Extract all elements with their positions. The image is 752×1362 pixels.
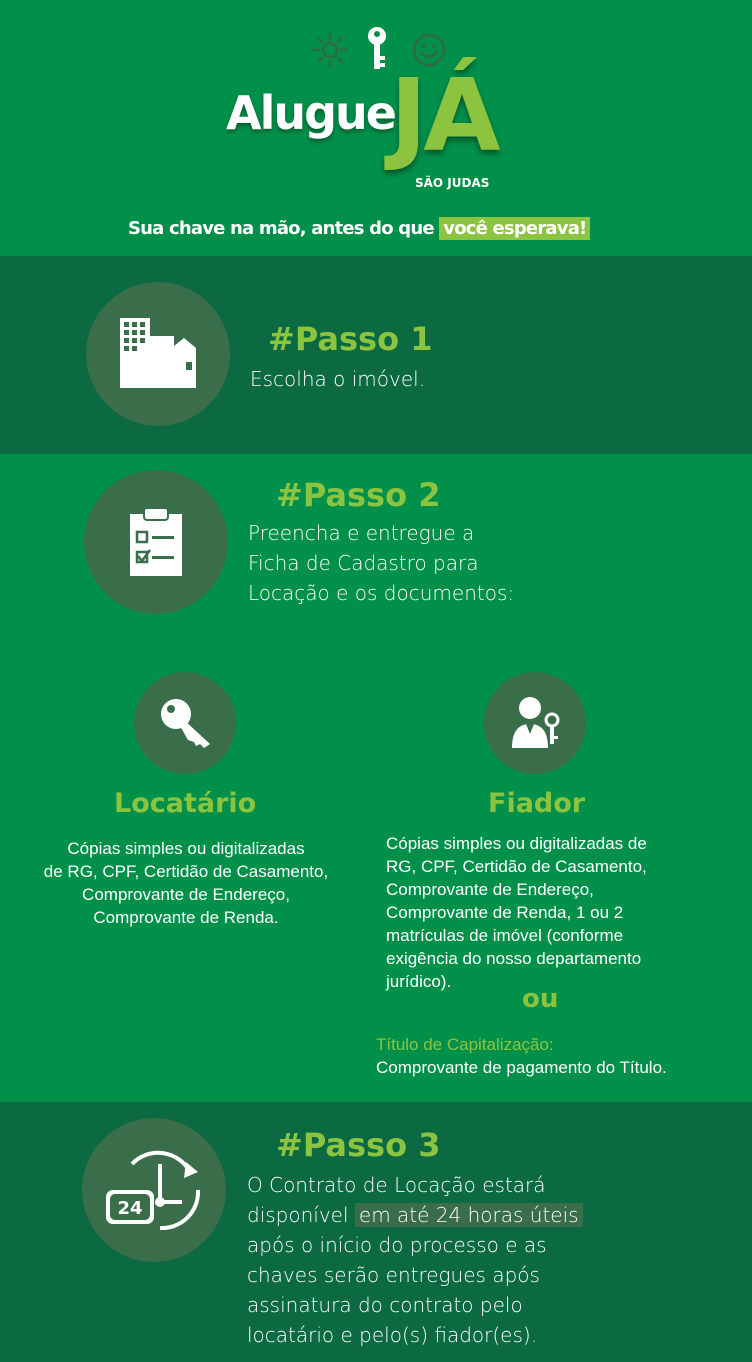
logo-subtitle: SÃO JUDAS — [415, 176, 490, 190]
header — [0, 0, 752, 256]
fiador-text-line: matrículas de imóvel (conforme — [386, 926, 624, 945]
step2-section — [0, 454, 752, 1102]
clock-24h-icon — [102, 1146, 206, 1236]
step3-desc-line: O Contrato de Locação estará — [247, 1173, 546, 1197]
buildings-icon — [118, 316, 198, 390]
step2-desc-line: Locação e os documentos: — [248, 581, 515, 605]
step3-line2-text: disponível — [247, 1203, 355, 1227]
fiador-text-line: RG, CPF, Certidão de Casamento, — [386, 857, 647, 876]
step3-desc-line — [247, 1200, 583, 1230]
step3-hash: # — [276, 1126, 303, 1164]
step3-desc — [247, 1170, 583, 1350]
fiador-icon-circle — [484, 672, 586, 774]
clock-24-label: 24 — [117, 1198, 143, 1219]
fiador-text-line: Cópias simples ou digitalizadas de — [386, 834, 647, 853]
step1-section — [0, 256, 752, 454]
step1-desc: Escolha o imóvel. — [250, 367, 426, 391]
logo-ja-text: JÁ — [390, 57, 497, 174]
locatario-text-line: Comprovante de Renda. — [93, 908, 279, 927]
step1-title — [268, 320, 432, 358]
sun-icon — [312, 32, 348, 68]
key-icon — [366, 26, 388, 72]
locatario-text-line: Comprovante de Endereço, — [82, 885, 290, 904]
locatario-text-line: Cópias simples ou digitalizadas — [67, 839, 305, 858]
step2-icon-circle — [84, 470, 228, 614]
step2-title — [276, 476, 440, 514]
step3-highlight: em até 24 horas úteis — [355, 1203, 583, 1227]
step3-icon-circle — [82, 1118, 226, 1262]
key-icon — [158, 696, 214, 750]
fiador-text — [386, 832, 736, 993]
step1-hash: # — [268, 320, 295, 358]
step3-desc-line: assinatura do contrato pelo — [247, 1293, 523, 1317]
locatario-text-line: de RG, CPF, Certidão de Casamento, — [43, 862, 329, 881]
step2-desc-line: Preencha e entregue a — [248, 521, 475, 545]
step3-title-text: Passo 3 — [302, 1126, 441, 1164]
fiador-text-line: Comprovante de Renda, 1 ou 2 — [386, 903, 624, 922]
logo-main-text: Alugue — [226, 86, 395, 140]
locatario-icon-circle — [134, 672, 236, 774]
person-with-key-icon — [510, 694, 562, 750]
step3-desc-line: após o início do processo e as — [247, 1233, 547, 1257]
clipboard-checklist-icon — [128, 506, 184, 578]
step2-desc-line: Ficha de Cadastro para — [248, 551, 479, 575]
tagline-highlight: você esperava! — [439, 217, 590, 240]
fiador-text-line: exigência do nosso departamento — [386, 949, 642, 968]
step2-hash: # — [276, 476, 303, 514]
fiador-alt-desc: Comprovante de pagamento do Título. — [376, 1058, 667, 1077]
step3-section — [0, 1102, 752, 1362]
step2-title-text: Passo 2 — [302, 476, 441, 514]
step3-desc-line: chaves serão entregues após — [247, 1263, 540, 1287]
step2-desc — [248, 518, 514, 608]
fiador-title: Fiador — [488, 788, 586, 819]
locatario-text — [14, 837, 358, 929]
locatario-title: Locatário — [114, 788, 257, 819]
fiador-text-line: jurídico). — [386, 972, 452, 991]
fiador-alt-title: Título de Capitalização: — [376, 1035, 554, 1054]
step1-title-text: Passo 1 — [294, 320, 433, 358]
fiador-or: ou — [522, 984, 559, 1014]
step1-icon-circle — [86, 282, 230, 426]
step3-title — [276, 1126, 440, 1164]
step3-desc-line: locatário e pelo(s) fiador(es). — [247, 1323, 538, 1347]
tagline-text: Sua chave na mão, antes do que — [128, 218, 440, 239]
fiador-text-line: Comprovante de Endereço, — [386, 880, 594, 899]
tagline — [128, 218, 590, 239]
